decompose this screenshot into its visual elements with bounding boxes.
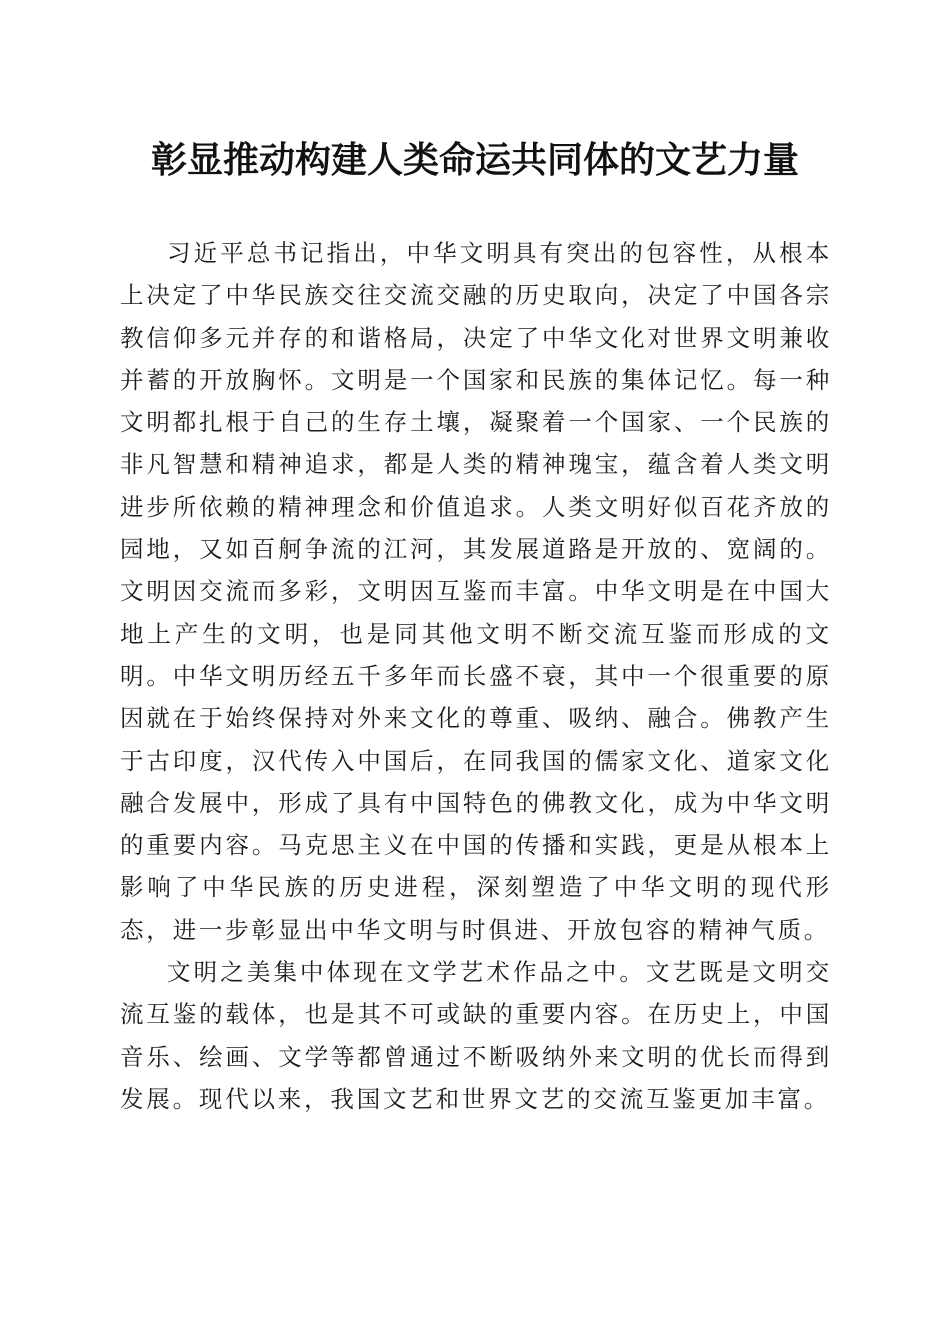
document-title: 彰显推动构建人类命运共同体的文艺力量	[150, 139, 799, 181]
body-paragraph-2: 文明之美集中体现在文学艺术作品之中。文艺既是文明交流互鉴的载体，也是其不可或缺的重要内容。在历史上，中国音乐、绘画、文学等都曾通过不断吸纳外来文明的优长而得到发展。现代以来，我国文艺和世界文艺的交流互鉴更加丰富。	[120, 958, 832, 1113]
body-paragraph-1: 习近平总书记指出，中华文明具有突出的包容性，从根本上决定了中华民族交往交流交融的历史取向，决定了中国各宗教信仰多元并存的和谐格局，决定了中华文化对世界文明兼收并蓄的开放胸怀。文明是一个国家和民族的集体记忆。每一种文明都扎根于自己的生存土壤，凝聚着一个国家、一个民族的非凡智慧和精神追求，都是人类的精神瑰宝，蕴含着人类文明进步所依赖的精神理念和价值追求。人类文明好似百花齐放的园地，又如百舸争流的江河，其发展道路是开放的、宽阔的。文明因交流而多彩，文明因互鉴而丰富。中华文明是在中国大地上产生的文明，也是同其他文明不断交流互鉴而形成的文明。中华文明历经五千多年而长盛不衰，其中一个很重要的原因就在于始终保持对外来文化的尊重、吸纳、融合。佛教产生于古印度，汉代传入中国后，在同我国的儒家文化、道家文化融合发展中，形成了具有中国特色的佛教文化，成为中华文明的重要内容。马克思主义在中国的传播和实践，更是从根本上影响了中华民族的历史进程，深刻塑造了中华文明的现代形态，进一步彰显出中华文明与时俱进、开放包容的精神气质。	[120, 239, 832, 944]
document-body	[120, 232, 832, 1120]
